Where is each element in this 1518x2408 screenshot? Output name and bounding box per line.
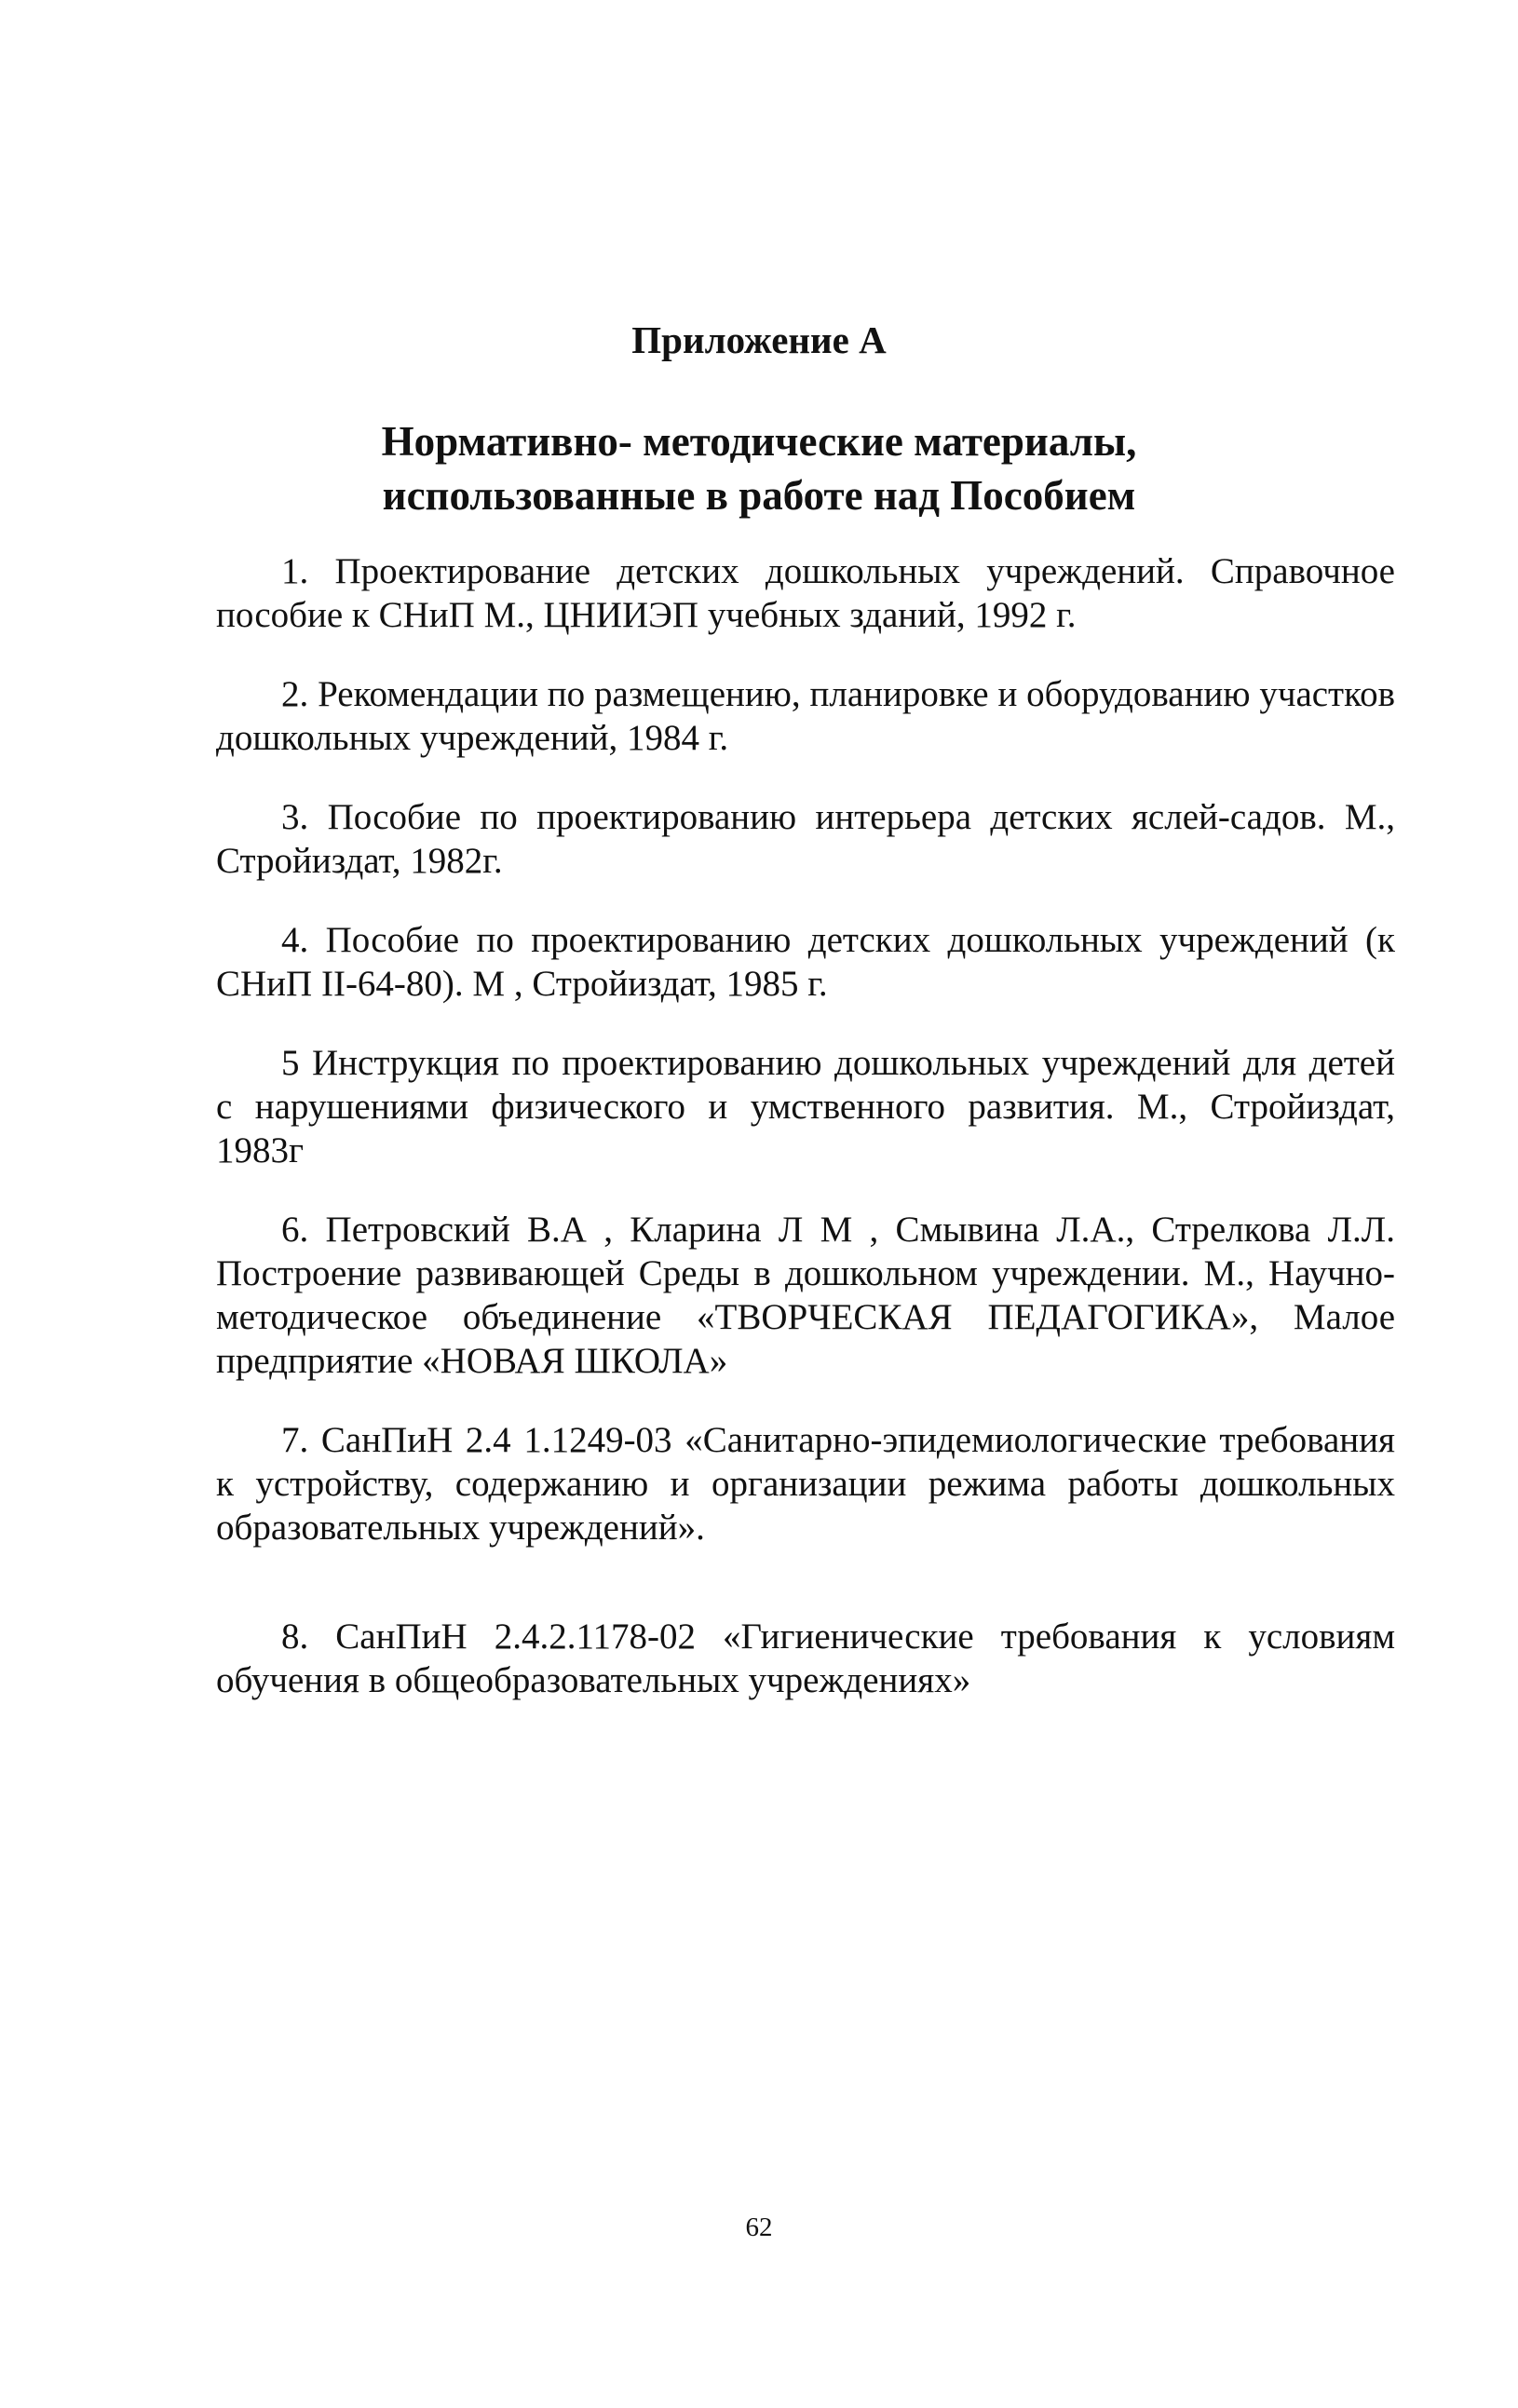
document-title (0, 414, 1518, 522)
reference-item-7: 7. СанПиН 2.4 1.1249-03 «Санитарно-эпидемиологические требования к устройству, содержанию и организации режима работы дошкольных образовательных учреждений». (216, 1420, 1395, 1548)
reference-item-5: 5 Инструкция по проектированию дошкольных учреждений для детей с нарушениями физического и умственного развития. М., Стройиздат, 1983г (216, 1043, 1395, 1170)
page-number: 62 (745, 2212, 773, 2242)
reference-item-2: 2. Рекомендации по размещению, планировке и оборудованию участков дошкольных учреждений, 1984 г. (216, 674, 1395, 758)
reference-item-3: 3. Пособие по проектированию интерьера детских яслей-садов. М., Стройиздат, 1982г. (216, 797, 1395, 881)
document-title-line-1: Нормативно- методические материалы, (381, 418, 1137, 465)
reference-item-4: 4. Пособие по проектированию детских дошкольных учреждений (к СНиП II-64-80). М , Стройиздат, 1985 г. (216, 920, 1395, 1004)
reference-list (216, 549, 1395, 1738)
appendix-label: Приложение А (631, 318, 887, 361)
reference-item-1: 1. Проектирование детских дошкольных учреждений. Справочное пособие к СНиП М., ЦНИИЭП учебных зданий, 1992 г. (216, 551, 1395, 635)
document-title-line-2: использованные в работе над Пособием (382, 472, 1136, 519)
reference-item-8: 8. СанПиН 2.4.2.1178-02 «Гигиенические требования к условиям обучения в общеобразовательных учреждениях» (216, 1617, 1395, 1700)
reference-item-6: 6. Петровский В.А , Кларина Л М , Смывина Л.А., Стрелкова Л.Л. Построение развивающей Среды в дошкольном учреждении. М., Научно-методическое объединение «ТВОРЧЕСКАЯ ПЕДАГОГИКА», Малое предприятие «НОВАЯ ШКОЛА» (216, 1210, 1395, 1381)
